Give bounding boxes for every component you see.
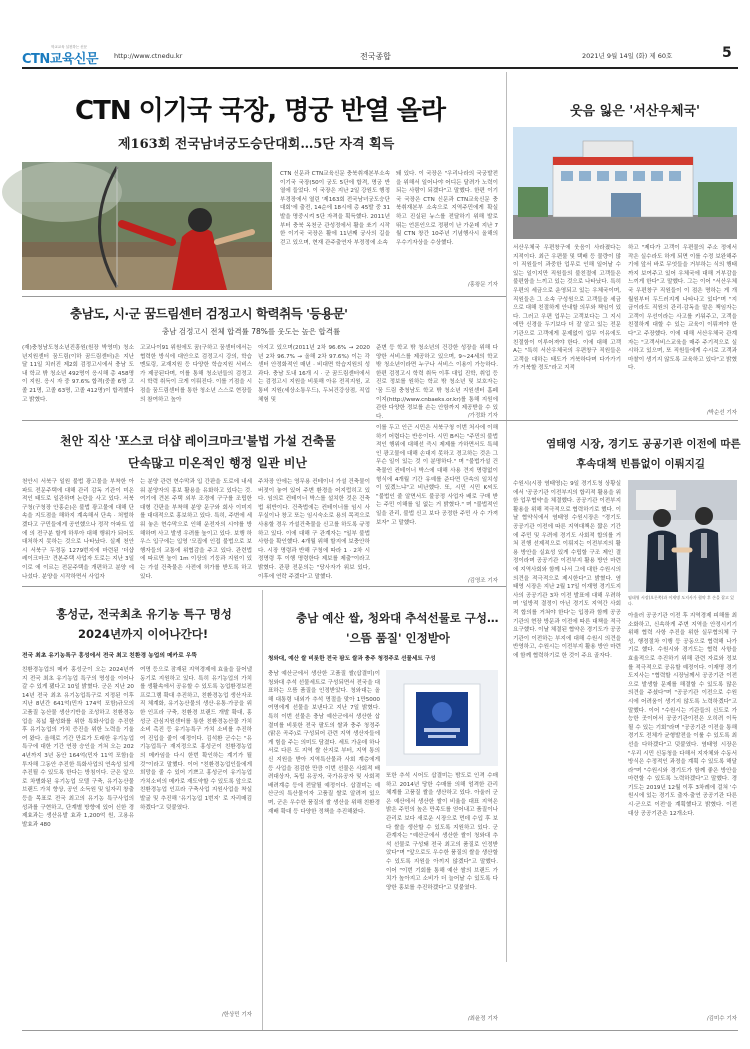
column-divider xyxy=(506,72,507,962)
article5-byline: /김미수 기자 xyxy=(706,1016,737,1022)
page-number: 5 xyxy=(722,45,732,61)
logo-name: 교육신문 xyxy=(49,52,99,67)
article3-text-col3: 아지고 있으며(2011년 2차 96.6% → 2020년 2차 96.7% → 올해 2차 97.6%) 이는 각 센터 안정화적인 매년 · 비대면 학습지원의 성과다. 충남 도내 16개 시 · 군 꿈드림센터에서는 검정고시 지원을 비롯해 아유 전직지원, 교통비 지원(세상소통우드), 두뇌건강상점, 직업체험 및 xyxy=(258,345,370,403)
article6-headline: 홍성군, 전국최초 유기농 특구 명성 xyxy=(56,607,232,621)
article5-headline: 염태영 시장, 경기도 공공기관 이전에 따른 xyxy=(546,438,741,450)
article4-headline: 천안 직산 '포스코 더샵 레이크마크'불법 가설 건축물 xyxy=(60,434,336,448)
article5-headline2: 후속대책 빈틈없이 이뤄지길 xyxy=(576,458,706,470)
logo-tagline: 학교교육 실천하는 신문 xyxy=(51,45,88,49)
logo[interactable] xyxy=(22,48,98,67)
section-rule xyxy=(22,586,506,587)
article4-text-col2: 는 분양 관련 현수막과 입 간판을 도로에 내세워 분양자의 홍보 활용을 유화하고 있다는 것. 여기에 견본 주택 외부 조경에 구구를 조립한 대형 간판을 부착해 분양 문구와 회사 이미지를 대대적으로 홍보하고 있다. 특히, 주변에 세워 놓은 현수막으로 인해 운전자의 시야를 방해하며 사고 발생 우려를 높이고 있다. 보행 하우스 입구에는 입영 '모집에 인접 불법으로 보행자들의 교통에 위협감을 주고 있다. 관련법에 따르면 높이 1m 이상의 기둥과 지원이 있는 가설 건축물은 사전에 허가를 받도록 하고 있다. xyxy=(140,479,252,580)
masthead xyxy=(22,46,737,68)
site-url[interactable]: http://www.ctnedu.kr xyxy=(114,52,183,60)
article5-text-col2: 아울러 공공기관 이전 후 지역경제 피해를 최소화하고, 신속하게 주변 지역을 안정시키기 위해 협력 사항 추진을 위한 실무협의체 구성, 행정절차 이행 등 공동으로 협력해 나가기로 했다. 수원시와 경기도는 협력 사항을 효율적으로 추진하기 위해 관련 자료와 정보를 적극적으로 공유할 예정이다. 이재명 경기도지사는 "협력할 시장님께서 공공기관 이전으로 발생할 문제를 해결할 수 있도록 많은 의견을 주셨다"며 "공공기관 이전으로 수원시에 어려움이 생기지 않도록 노력하겠다"고 말했다. 이어 "수원시는 기관들의 신도로 가능한 곳이어서 공공기관이전은 오히려 이득 될 수 있는 기회"라며 "공공기관 이전을 통해 경기도 전체가 균형발전을 이룰 수 있도록 최선을 다하겠다"고 덧붙였다. 염태영 시장은 "우리 시민 신동청을 다해서 지자체와 수동서 방식은 수정적인 과정을 계획 수 있도록 해달라"며 "수원시와 경기도가 함께 좋은 방안을 마련할 수 있도록 노력하겠다"고 말했다. 경기도는 2019년 12월 이후 3차례에 걸쳐 '수원시에 있는 경기도 출자·출연 공공기관 다른 시·군으로 이전'을 계획했다고 밝혔다. 이전 대상 공공기관은 12개소다. xyxy=(628,613,737,817)
date-text: 2021년 9월 14일 (화) xyxy=(582,52,648,60)
article3-byline: /가정화 기자 xyxy=(467,413,498,419)
issue-number: 제 60호 xyxy=(649,52,673,60)
article5-text-col1: 수원시(시장 염태영)는 9일 경기도청 상황실에서 '공공기관 이전부지의 합리적 활용을 위한 업무협약'을 체결했다. 공공기관 이전부지 활용을 위해 적극적으로 협력하기로 했다. 이날 협약식에서 염태영 수원시장은 "경기도 공공기관 이전에 따른 지역대책은 짧은 기간에 주민 및 우려에 경기도 사회적 합의를 거쳐 진행 선제적으로 이뤄지는 이전부지의 활용 방안을 실효성 있게 수립할 구조 제인 결정이라며 공공기관 이전부지 활용 방안 마련에 지역사회와 함께 나서 그에 대한 수원시의 의견을 적극적으로 제시한다"고 밝혔다. 염태영 시장은 지난 2월 17일 이재명 경기도지사의 공공기관 3차 이전 발표에 대해 우려하며 '일방적 결정이 아닌 경기도 지역간 사회적 합의를 거쳐야 한다'는 입장과 함께 공공기관의 현장 방문과 이전에 따른 대책을 적극 요구했다. 이날 체결된 협약은 경기도가 공공기관이 이전하는 부지에 대해 수원시 의견을 반영하고, 수원시는 이전부지 활용 방안 마련에 함께 협력하기로 한 것이 주요 골자다. xyxy=(513,481,621,659)
section-label: 전국종합 xyxy=(360,52,391,61)
article7-headline2: '으뜸 품질' 인정받아 xyxy=(346,631,450,645)
article1-byline: /홍왕문 기자 xyxy=(467,282,498,288)
article7-byline: /최윤정 기자 xyxy=(467,1016,498,1022)
article1-text-col1: CTN 신문과 CTN교육신문 충북취재본부소속 이기국 국장(50이 궁도 5단에 합격, 명궁 반열에 들었다. 이 국장은 지난 2일 강원도 행정 부경장에서 열린 '제163회 전국남녀궁도승단대회'에 출전, 14순에 18시에 총 45발 중 31발을 명중시켜 5단 자격을 획득했다. 2011년부터 충북 옥천군 관성정에서 활을 쏘기 시작한 이기국 국장은 활에 11년째 궁사의 길을 걷고 있으며, 현재 관주출연자 부정정에 소속 xyxy=(280,171,390,246)
rice-gift-photo xyxy=(386,670,498,766)
article4-subhead: 단속많고 미온적인 행정 일관 비난 xyxy=(128,456,308,470)
article6-subhead: 전국 최초 유기농특구 홍성에서 전국 최고 친환경 농업의 메카로 우뚝 xyxy=(22,653,197,659)
article6-text-col2: 여명 등으로 잠재된 지역경제에 효율을 끌어낼 동기로 지원하고 있다. 특히 유기농업의 가치를 생활속에서 공유할 수 있도록 농업환경보전프로그램 확대 추진하고, 친환경농업 생산자조직 체계화, 유기농산물의 생산·유통·가공을 위한 인프라 구축, 친환경 브랜드 개발 확대, 홍성군 관심지원센터를 통한 친환경농산물 가치 소비 촉진 등 유기농특구 가치 소비를 추진하여 진입을 줄이 예정이다. 김석환 군수는 "유기농업특구 재지정으로 홍성군이 친환경농업의 메카임을 다시 한번 확인하는 계기가 될 것"이라고 말했다. 이어 "친환경농업인들에게 희망을 줄 수 있어 기쁘고 홍성군이 유기농업 가치소비의 메카로 재도약할 수 있도록 앞으로 친환경농업 인프라 구축사업 지원사업을 착실 발굴 및 추진해 '유기농업 1번지' 로 자리매김하겠다"고 덧붙였다. xyxy=(140,667,252,811)
article2-headline: 웃음 잃은 '서산우체국' xyxy=(570,104,701,119)
article4-text-col1: 천안시 서북구 일원 불법 광고물을 부착한 아파트 전문주택에 대해 관리 감독 기관이 미온적인 태도로 일관하며 논란을 사고 있다. 서북구청(구청장 안홍순)은 불법 광고물에 대해 단속을 지도점을 해하지 계속해서 단속 · 처벌하겠다고 구민들에게 공언했으나 정작 아파트 업에 의 전구분 할게 하루아 대해 행위가 되어도 대처하지 못하는 것으로 나타났다. 실제 천안시 서북구 두정동 1279번지에 마련된 '더샵 레이크마크' 견본주택 사업자 도로는 지난 3일 이로 에 이르는 전문주택을 개편하고 분양 에 나섰다. 분양을 시작하면서 사업자 xyxy=(22,479,134,580)
masthead-rule xyxy=(22,67,738,69)
article4-byline: /김영조 기자 xyxy=(467,578,498,584)
issue-date xyxy=(582,51,672,60)
photo-caption: 염태영 시장(오른쪽)과 이재명 도지사가 협약 후 손을 잡고 있다. xyxy=(628,595,735,606)
section-rule xyxy=(22,420,738,421)
article7-headline: 충남 예산 쌀, 청와대 추석선물로 구성… xyxy=(296,611,499,625)
logo-ctn: CTN xyxy=(22,52,50,67)
article2-text-col1: 서산우체국 우편창구에 웃음이 사라졌다는 지적이다. 최근 우편물 및 택배 등 물량이 많이 직원들이 과중한 업무로 인해 일어날 수 있는 일이지만 직원들의 불친절에 고객들은 불편함을 느끼고 있는 것으로 나타났다. 특히 우편의 세금으로 운영되고 있는 우체국이며, 직원들은 그 소속 구성원으로 고객들을 세금으로 대해 친절하게 안내할 의무와 책임이 있다. 그러고 우편 업무는 고객보다는 그 지시에만 신경을 두기보다 더 잘 알고 있는 전문기관으로 고객에게 문제없이 업무 이유에도 친절함이 이루어져야 한다. 이에 대해 고객 A는 "특히 서산우체국의 우편창구 직원들은 고객을 대하는 태도가 거북하다며 다가가기가 거북할 정도"라고 지적 xyxy=(513,245,621,372)
article1-text-col2: 돼 있다. 이 국장은 "우리나라의 국궁발전을 위해서 일어나야 어디든 달려가 노력이 되는 사람이 되겠다"고 말했다. 한편 이기국 국장은 CTN 신문과 CTN교육신문 충북취재본부 소속으로 지역주민에게 확실하고 진실된 뉴스를 전달하기 위해 발로 뛰는 언론인으로 정평이 난 가운데 지난 7월 CTN 창간 10주년 기념행사시 올해의 우수기자상을 수상했다. xyxy=(396,171,498,246)
article3-headline: 충남도, 시·군 꿈드림센터 검정고시 학력취득 '등용문' xyxy=(70,306,348,321)
article1-headline: CTN 이기국 국장, 명궁 반열 올라 xyxy=(75,96,445,126)
column-divider xyxy=(262,590,263,1030)
article3-subhead: 충남 검정고시 전체 합격률 78%를 웃도는 높은 합격률 xyxy=(162,327,341,336)
footer-rule xyxy=(22,1030,738,1031)
article3-text-col1: (재)충청남도청소년진흥원(원장 박영미) 청소년지원센터 꿈드림(이하 꿈드림센터)은 지난달 11일 치러진 제2회 검정고시에서 충남 도내 학교 밖 청소년 492명이 응시해 총 458명이 지원. 응시 자 중 97.6% 합격(중졸 6명 고졸 21명, 고졸 63명, 고졸 412명)이 합격했다고 밝혔다. xyxy=(22,345,134,403)
article3-text-col2: 고교나이91 위원에도 꿈(구하고 꿈센터에서는 협력한 방식에 대안으로 검정고시 강의, 학습 멘토링, 교재지원 등 다양한 학습지원 서비스가 제공된다며, 이를 통해 청소년들의 검정고시 학력 취득이 크게 이뤄진다. 이를 기점을 시점을 꿈드림센터를 통한 청소년 스스로 현장들의 참여하고 높아 xyxy=(140,345,252,403)
article6-headline2: 2024년까지 이어나간다! xyxy=(78,627,209,641)
article3-text-col4: 준변 등 학교 밖 청소년의 건강한 성장을 위해 다양한 서비스를 제공하고 있으며, 9~24세의 학교 밖 청소년이라면 누구나 서비스 이용이 가능하다. 한편 검정고시 학력 취득 이후 대입 진학, 취업 등 진로 정보를 원하는 학교 밖 청소년 및 보호자는 '꿈 드림 충청남도 학교 밖 청소년 지원센터 홈페이지(http://www.cnbaeks.or.kr)를 통해 지원에 관한 다양한 정보를 손는 안함까지 제공받을 수 있다. xyxy=(376,345,498,420)
meeting-photo xyxy=(628,480,737,592)
article7-text-col2: 또한 추석 시어도 삽결미는 밤도로 인격 수매하고 2014년 당한 수매를 의해 엄격한 관리 체계를 고품질 쌀을 생산하고 있다. 아울러 군은 예산에서 생산한 쌀이 비율을 대표 지역은 밝은 주민의 높은 만족도를 얻어내고 품질이나 관리로 보다 새로운 시장으로 먼데 수입 후 보다 쌀을 생산할 수 있도록 지원하고 있다. 군 관계자는 "예산군에서 생산한 쌀이 청와대 추석 선물로 구성돼 전국 최고의 품질로 인정받았다"며 "앞으로도 우수한 품질의 쌀을 생산할 수 있도록 지원을 아끼지 않겠다"고 말했다. 이어 "이번 기회를 통해 예산 쌀의 브랜드 가치가 높아지고 소비가 더 늘어날 수 있도록 다양한 홍보를 추진하겠다"고 덧붙였다. xyxy=(386,773,498,891)
article1-subhead: 제163회 전국남녀궁도승단대회…5단 자격 획득 xyxy=(118,137,395,152)
article2-text-col2: 하고 "제다가 고객이 우편물의 주소 정에서 작은 실수라도 하게 되면 이를 수정 보완해주기에 앞서 바로 무엇들을 거부하는 식의 행태까지 보여주고 있어 우체국에 대해 거부감을 느끼게 한다"고 말했다. 그는 이어 "서산우체국 우편창구 직원들이 이 점은 명하는 게 개월원부터 두드러지게 나타나고 있다"며 "지금이라도 직원의 관리·감독을 말은 책임자는 고객이 우선이라는 사고를 키워주고, 고객을 친절하게 대할 수 있는 교육이 이뤄져야 한다"고 주장했다. 이에 대해 서산우체국 관계자는 "고객서비스교육을 매주 주기적으로 실시하고 있으며, 또 직원들에게 수시로 고객과 마찰이 생기지 않도록 교육하고 있다"고 밝혔다. xyxy=(628,245,737,372)
article7-text-col1: 충남 예산군에서 생산한 고품질 쌀(삽결미)이 청와대 추석 선물세트로 구성되면서 전국을 대표하는 으뜸 품질을 인정받았다. 청와대는 올해 대통령 내외가 추석 명절을 맞아 1만5000여명에게 선물을 보낸다고 지난 7일 밝혔다. 특히 이번 선물은 충남 예산군에서 생산한 삽결미를 비롯한 전국 팔도의 쌀과 충주 청정주(맑은 곡주)로 구성되어 관련 지역 생산자들에게 힘을 주는 의미도 담겼다. 세트 가운데 하나 서로 다른 도 지역 쌀 산지로 부터, 지역 통의 신 지원을 받아 지역특산물과 사회 계층에게 등 사업을 점검한 만큼 이번 선물은 사회적 배려대상자, 독립 유공자, 국가유공자 및 사회적 배려계층 등에 전달될 예정이다. 삽결미는 예산군의 특산물이자 고품질 쌀로 알려져 있으며, 군은 우수한 품질의 쌀 생산을 위해 친환경 재배 확대 등 다양한 정책을 추진해왔다. xyxy=(268,671,380,815)
article6-byline: /한상민 기자 xyxy=(221,1012,252,1018)
article4-text-col4: 이를 두고 인근 시민은 서북구청 이번 처사에 이해하기 어렵다는 반응이다. 시민 B씨는 "주민의 불법적인 행위에 대해선 즉시 제제를 가하면서도 특혜인 광고물에 대해 손대지 못하고 경고하는 것은 그 무슨 일이 있는 것 이 분명하다." 며 "불법가설 건축물인 컨테이너 박스에 대해 사용 견지 명령없이 형식에 4개월 기간 유예를 준다면 단속의 일치성이 있겠느냐"고 비난했다. 또, 시민 시민 K씨도 "불법인 줄 알면서도 불공정 사업자 배로 구매 받는 주민 이해를 일 없는 거 밝혔다." 며 "불법적인 일을 관리, 불법 신고 보다 공정한 주민 사 수 가져보자" 고 말했다. xyxy=(376,425,498,526)
post-office-photo xyxy=(513,127,737,239)
archery-photo xyxy=(22,162,272,290)
article7-subhead: 청와대, 예산 쌀 비롯한 전국 팜도 쌀과 충주 청정주로 선물세트 구성 xyxy=(268,656,436,662)
article4-text-col3: 주차장 안에는 영무용 컨테이너 가설 건축물이 버젓이 놓여 있어 주변 환경을 어지럽히고 있다. 임의로 컨테이너 박스를 설치한 것은 건축법 위반이다. 건축법에는 컨테이너를 임시 사무실이나 창고 또는 임시숙소로 용의 목적으로 사용할 경우 가설건축물을 신고를 하도록 규정하고 있다. 이에 대해 구 관계자는 "일부 불법 사항을 확인했다. 4개월 위해 할지에 보충안하다. 시장 명령과 반해 구청에 따라 1 · 2차 시정명령 후 이행 명령한다 제보를 제출"이라고 밝혔다. 관광 전문의는 "당사자가 위보 있다, 이후에 연락 주겠다"고 말했다. xyxy=(258,479,370,580)
article6-text-col1: 친환경농업의 메카 홍성군이 오는 2024년까지 전국 최초 유기농업 특구의 명성을 이어나갈 수 있게 됐다고 10일 밝혔다. 군은 지난 2014년 전국 최초 유기농업특구로 지정된 이후 지난 8년간 641억(민자 174억 포함)규모의 고품질 농산물 생산기반을 조성하고 친환경농업을 폭넓 활성화를 위한 특화사업을 추진한 후 유기농업의 가치 증진을 위한 노력을 기울여 왔다. 올해로 기간 만료가 도래한 유기농업 특구에 대한 기간 연장 승인을 거쳐 오는 2024년까지 3년 동안 164억(민자 11억 포함)을 투자해 그동안 추진한 특화사업의 연속성 있게 추진될 수 있도록 한다는 방침이다. 군은 앞으로 차별화된 유기농업 모델 구축, 유기농산물 브랜드 가치 향상, 공인 소득원 및 일자리 창출 등을 목표로 전국 최고의 유기농 특구사업의 성과를 구현하고, 단계별 방향에 있어 신한 경제효과는 생산유발 효과 1,200억 원, 고용유발효과 480 xyxy=(22,667,134,828)
article2-byline: /박순선 기자 xyxy=(706,410,737,416)
section-rule xyxy=(22,296,506,297)
